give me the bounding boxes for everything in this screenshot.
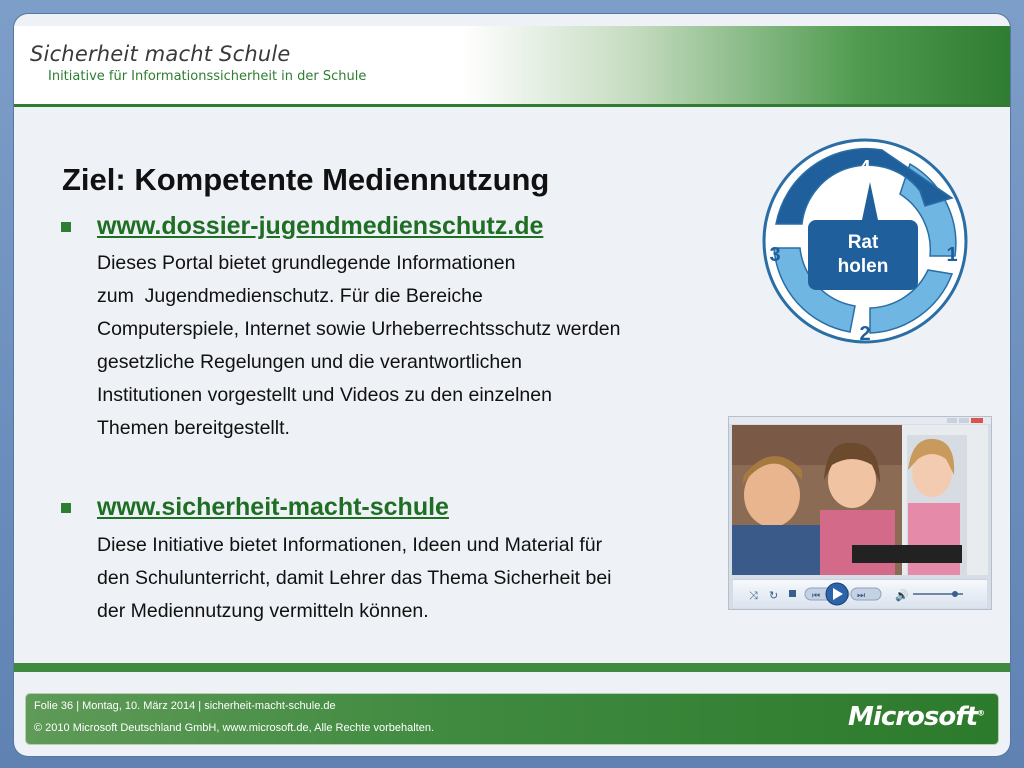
next-icon[interactable]: ⏭ [857,591,866,601]
microsoft-logo-text: Microsoft [848,702,977,732]
text-line: Institutionen vorgestellt und Videos zu den einzelnen [97,384,552,406]
header-band [14,26,1010,106]
video-titlebar [729,417,991,424]
step-label-2: 2 [859,323,871,345]
cycle-diagram [760,136,970,346]
slide-title: Ziel: Kompetente Mediennutzung [62,162,550,197]
center-label-line1: Rat [847,232,879,253]
stop-icon[interactable] [789,590,796,597]
text-line: zum Jugendmedienschutz. Für die Bereiche [97,285,483,307]
maximize-icon[interactable] [959,418,969,423]
volume-icon[interactable]: 🔊 [895,589,909,602]
step-label-3: 3 [769,244,781,266]
text-line: Computerspiele, Internet sowie Urheberrechtsschutz werden [97,318,621,340]
section-2-text [97,529,737,628]
header-divider [14,104,1010,107]
brand-subtitle: Initiative für Informationssicherheit in der Schule [48,69,367,84]
text-line: Diese Initiative bietet Informationen, Ideen und Material für [97,534,603,556]
link-sicherheit-macht-schule[interactable]: www.sicherheit-macht-schule [97,493,449,521]
video-still-image [732,425,988,575]
center-label-line2: holen [837,256,889,277]
minimize-icon[interactable] [947,418,957,423]
text-line: gesetzliche Regelungen und die verantwortlichen [97,351,522,373]
volume-slider-handle[interactable] [952,591,958,597]
presentation-slide [14,14,1010,756]
video-frame[interactable] [732,425,988,575]
close-icon[interactable] [971,418,983,423]
step-label-1: 1 [946,244,958,266]
text-line: Dieses Portal bietet grundlegende Informationen [97,252,516,274]
step-label-4: 4 [859,157,871,179]
section-1-text [97,247,737,445]
link-dossier-jugendmedienschutz[interactable]: www.dossier-jugendmedienschutz.de [97,212,544,240]
shuffle-icon[interactable]: ⤨ [749,589,758,602]
player-controls-icons [733,580,987,608]
video-player[interactable] [728,416,992,610]
brand-title: Sicherheit macht Schule [30,42,291,66]
text-line: Themen bereitgestellt. [97,417,290,439]
window-buttons[interactable] [945,417,985,424]
player-controls [733,579,987,608]
text-line: der Mediennutzung vermitteln können. [97,600,429,622]
bullet-square-icon [61,503,71,513]
repeat-icon[interactable]: ↻ [769,589,779,602]
microsoft-logo: Microsoft® [848,702,984,732]
bullet-square-icon [61,222,71,232]
text-line: den Schulunterricht, damit Lehrer das Thema Sicherheit bei [97,567,612,589]
footer-bar [26,694,998,744]
footer-copyright: © 2010 Microsoft Deutschland GmbH, www.microsoft.de, Alle Rechte vorbehalten. [34,722,435,734]
footer-slide-info: Folie 36 | Montag, 10. März 2014 | sicherheit-macht-schule.de [34,700,336,712]
center-box [808,220,918,290]
previous-icon[interactable]: ⏮ [812,591,821,601]
footer-divider [14,663,1010,672]
